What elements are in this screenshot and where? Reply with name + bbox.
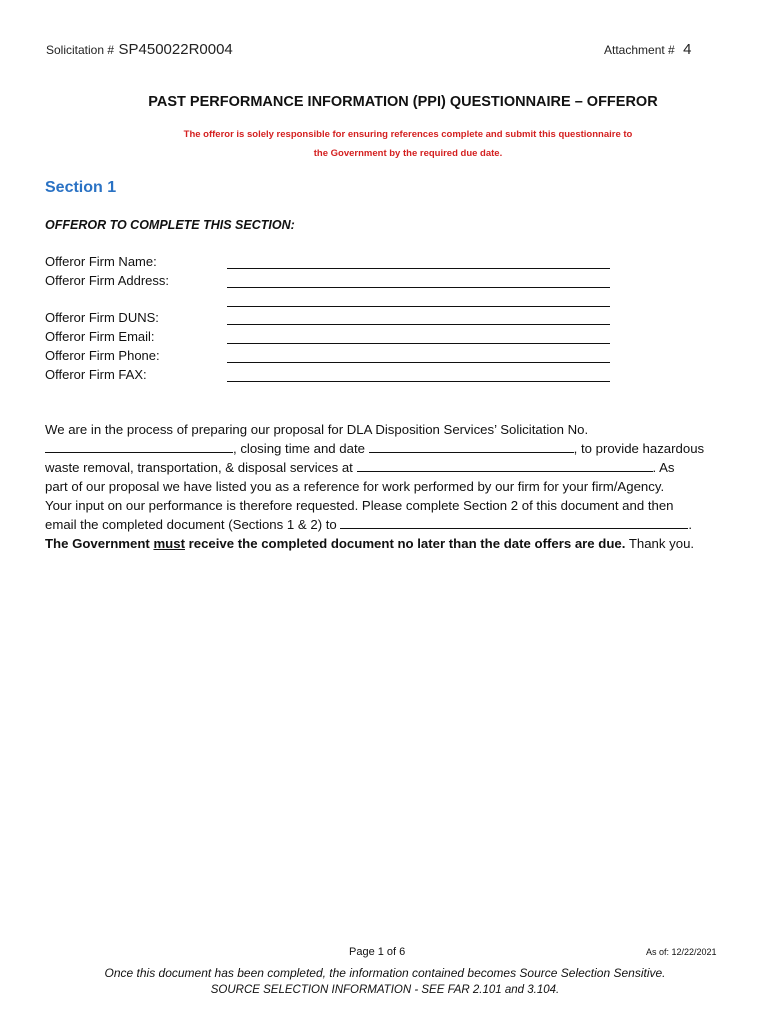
firm-name-label: Offeror Firm Name:: [45, 254, 157, 269]
body-line-1: We are in the process of preparing our proposal for DLA Disposition Services’ Solicitation No.: [45, 422, 589, 437]
email-input[interactable]: [227, 343, 610, 344]
section-1-subheading: OFFEROR TO COMPLETE THIS SECTION:: [45, 218, 295, 232]
solicitation-header: [46, 41, 233, 59]
duns-input[interactable]: [227, 324, 610, 325]
location-blank[interactable]: [357, 459, 653, 472]
firm-name-input[interactable]: [227, 268, 610, 269]
attachment-label: Attachment #: [604, 43, 675, 57]
solicitation-label: Solicitation #: [46, 43, 115, 57]
fax-input[interactable]: [227, 381, 610, 382]
body-line-4: part of our proposal we have listed you as a reference for work performed by our firm for your firm/Agency.: [45, 479, 665, 494]
section-1-heading: Section 1: [45, 179, 117, 196]
page-title: PAST PERFORMANCE INFORMATION (PPI) QUESTIONNAIRE – OFFEROR: [148, 94, 658, 110]
footer-note: [0, 965, 770, 999]
duns-label: Offeror Firm DUNS:: [45, 310, 159, 325]
firm-address-input-line-2[interactable]: [227, 306, 610, 307]
notice-line-1: The offeror is solely responsible for ensuring references complete and submit this questionnaire to: [183, 129, 633, 140]
attachment-number-field[interactable]: 4: [683, 41, 692, 58]
footer-note-line-1: Once this document has been completed, the information contained becomes Source Selection Sensitive.: [104, 966, 666, 980]
body-paragraph: [45, 420, 704, 553]
footer-note-line-2: SOURCE SELECTION INFORMATION - SEE FAR 2.101 and 3.104.: [210, 984, 560, 996]
fax-label: Offeror Firm FAX:: [45, 367, 147, 382]
must-emphasis: must: [153, 536, 185, 551]
solicitation-number-field[interactable]: SP450022R0004: [118, 41, 233, 58]
firm-address-input-line-1[interactable]: [227, 287, 610, 288]
return-email-blank[interactable]: [340, 516, 688, 529]
solicitation-no-blank[interactable]: [45, 440, 233, 453]
as-of-date: As of: 12/22/2021: [646, 947, 717, 957]
phone-label: Offeror Firm Phone:: [45, 348, 160, 363]
firm-address-label: Offeror Firm Address:: [45, 273, 170, 288]
phone-input[interactable]: [227, 362, 610, 363]
body-line-3: waste removal, transportation, & disposal services at . As: [45, 460, 675, 475]
body-line-2: , closing time and date , to provide hazardous: [45, 439, 704, 458]
email-label: Offeror Firm Email:: [45, 329, 155, 344]
body-line-7: The Government must receive the completed document no later than the date offers are due. Thank you.: [45, 536, 695, 551]
closing-date-blank[interactable]: [369, 440, 574, 453]
body-line-6: email the completed document (Sections 1 & 2) to .: [45, 517, 693, 532]
notice: [0, 125, 770, 163]
notice-line-2: the Government by the required due date.: [313, 148, 503, 159]
body-line-5: Your input on our performance is therefore requested. Please complete Section 2 of this document and then: [45, 498, 674, 513]
attachment-header: [604, 41, 692, 59]
page-number: Page 1 of 6: [349, 946, 406, 958]
